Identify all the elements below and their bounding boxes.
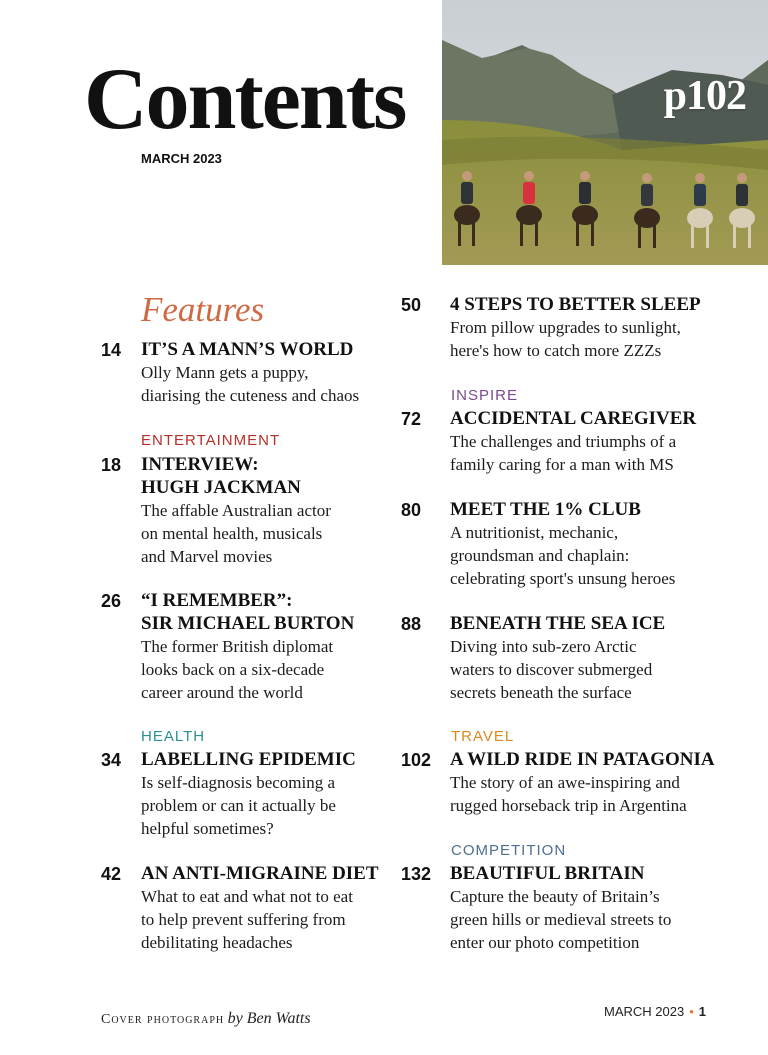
entry-headline: AN ANTI-MIGRAINE DIET bbox=[141, 863, 379, 884]
entry-headline: “I REMEMBER”: bbox=[141, 590, 293, 611]
patagonia-horse-riders-image bbox=[442, 0, 768, 265]
page-number: 88 bbox=[401, 614, 422, 634]
entry-desc-line: here's how to catch more ZZZs bbox=[450, 341, 662, 360]
page-number: 42 bbox=[101, 864, 122, 884]
page-number: 132 bbox=[401, 864, 432, 884]
entry-desc-line: Is self-diagnosis becoming a bbox=[141, 773, 336, 792]
entry-desc-line: Olly Mann gets a puppy, bbox=[141, 363, 309, 382]
page-number: 80 bbox=[401, 500, 422, 520]
entry-headline: 4 STEPS TO BETTER SLEEP bbox=[450, 294, 701, 315]
entry-desc-line: The challenges and triumphs of a bbox=[450, 432, 677, 451]
page-number: 50 bbox=[401, 295, 422, 315]
page-title: Contents bbox=[84, 51, 406, 148]
entry-desc-line: The affable Australian actor bbox=[141, 501, 331, 520]
entry-desc-line: looks back on a six-decade bbox=[141, 660, 325, 679]
footer-issue: MARCH 2023 bbox=[604, 1004, 685, 1019]
entry-desc-line: helpful sometimes? bbox=[141, 819, 274, 838]
footer-page-number: 1 bbox=[698, 1004, 706, 1019]
entry-headline: HUGH JACKMAN bbox=[141, 477, 301, 498]
entry-headline: LABELLING EPIDEMIC bbox=[141, 749, 356, 770]
entry-desc-line: Diving into sub-zero Arctic bbox=[450, 637, 637, 656]
page-number: 26 bbox=[101, 591, 122, 611]
entry-desc-line: on mental health, musicals bbox=[141, 524, 323, 543]
entry-desc-line: secrets beneath the surface bbox=[450, 683, 632, 702]
entry-desc-line: The former British diplomat bbox=[141, 637, 334, 656]
entry-desc-line: and Marvel movies bbox=[141, 547, 273, 566]
entry-desc-line: From pillow upgrades to sunlight, bbox=[450, 318, 681, 337]
entry-desc-line: debilitating headaches bbox=[141, 933, 293, 952]
entry-desc-line: The story of an awe-inspiring and bbox=[450, 773, 680, 792]
cover-credit-label: Cover photograph bbox=[101, 1012, 225, 1027]
entry-headline: INTERVIEW: bbox=[141, 454, 259, 475]
category-health: HEALTH bbox=[141, 728, 206, 745]
cover-credit-name: by Ben Watts bbox=[227, 1010, 311, 1027]
entry-desc-line: Capture the beauty of Britain’s bbox=[450, 887, 660, 906]
category-inspire: INSPIRE bbox=[451, 387, 519, 404]
entry-desc-line: groundsman and chaplain: bbox=[450, 546, 630, 565]
bullet-icon: • bbox=[689, 1004, 694, 1019]
entry-desc-line: green hills or medieval streets to bbox=[450, 910, 672, 929]
entry-headline: MEET THE 1% CLUB bbox=[450, 499, 641, 520]
entry-desc-line: A nutritionist, mechanic, bbox=[450, 523, 619, 542]
features-heading: Features bbox=[141, 290, 265, 329]
entry-headline: IT’S A MANN’S WORLD bbox=[141, 339, 354, 360]
entry-headline: SIR MICHAEL BURTON bbox=[141, 613, 355, 634]
cover-credit bbox=[101, 1010, 311, 1028]
cover-photo[interactable] bbox=[442, 0, 768, 265]
entry-desc-line: to help prevent suffering from bbox=[141, 910, 346, 929]
entry-desc-line: enter our photo competition bbox=[450, 933, 640, 952]
entry-desc-line: family caring for a man with MS bbox=[450, 455, 674, 474]
entry-headline: BEAUTIFUL BRITAIN bbox=[450, 863, 645, 884]
entry-headline: ACCIDENTAL CAREGIVER bbox=[450, 408, 697, 429]
entry-desc-line: diarising the cuteness and chaos bbox=[141, 386, 360, 405]
category-competition: COMPETITION bbox=[451, 842, 567, 859]
entry-desc-line: waters to discover submerged bbox=[450, 660, 653, 679]
entry-desc-line: rugged horseback trip in Argentina bbox=[450, 796, 687, 815]
page-number: 18 bbox=[101, 455, 122, 475]
category-entertainment: ENTERTAINMENT bbox=[141, 432, 281, 449]
entry-desc-line: career around the world bbox=[141, 683, 303, 702]
category-travel: TRAVEL bbox=[451, 728, 515, 745]
photo-page-ref[interactable]: p102 bbox=[663, 73, 746, 119]
page-footer bbox=[604, 1004, 706, 1019]
entry-desc-line: What to eat and what not to eat bbox=[141, 887, 353, 906]
page-number: 34 bbox=[101, 750, 122, 770]
page-number: 14 bbox=[101, 340, 122, 360]
entry-headline: BENEATH THE SEA ICE bbox=[450, 613, 666, 634]
entry-desc-line: celebrating sport's unsung heroes bbox=[450, 569, 676, 588]
page-number: 102 bbox=[401, 750, 432, 770]
entry-desc-line: problem or can it actually be bbox=[141, 796, 336, 815]
issue-date: MARCH 2023 bbox=[141, 151, 222, 166]
entry-headline: A WILD RIDE IN PATAGONIA bbox=[450, 749, 715, 770]
page-number: 72 bbox=[401, 409, 422, 429]
